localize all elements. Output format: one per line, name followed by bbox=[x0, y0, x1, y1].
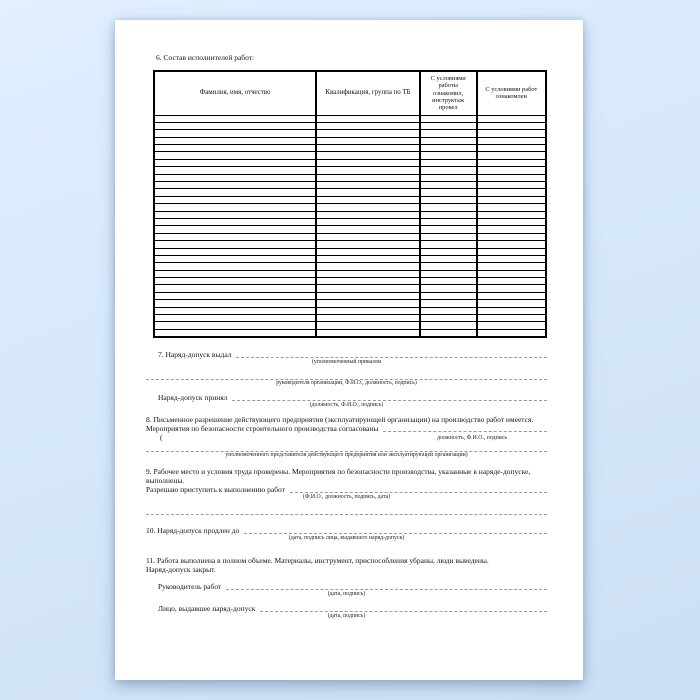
table-cell bbox=[316, 122, 419, 129]
table-row bbox=[154, 300, 546, 307]
table-cell bbox=[420, 248, 477, 255]
table-cell bbox=[154, 248, 316, 255]
safety-measures-caption: должность, Ф.И.О., подпись bbox=[437, 434, 507, 441]
table-cell bbox=[154, 218, 316, 225]
start-work-field bbox=[146, 485, 547, 494]
table-cell bbox=[420, 218, 477, 225]
table-cell bbox=[477, 211, 546, 218]
table-cell bbox=[316, 322, 419, 329]
executors-table-header bbox=[154, 71, 546, 115]
table-row bbox=[154, 241, 546, 248]
table-cell bbox=[420, 145, 477, 152]
table-cell bbox=[154, 233, 316, 240]
table-cell bbox=[477, 329, 546, 336]
table-cell bbox=[154, 329, 316, 336]
table-cell bbox=[420, 122, 477, 129]
safety-measures-field bbox=[146, 424, 547, 433]
permit-issued-field bbox=[146, 350, 547, 359]
start-work-label: Разрешаю приступить к выполнению работ bbox=[146, 484, 285, 494]
table-cell bbox=[420, 285, 477, 292]
table-cell bbox=[316, 241, 419, 248]
representative-line bbox=[146, 442, 547, 452]
table-cell bbox=[477, 159, 546, 166]
table-row bbox=[154, 159, 546, 166]
table-row bbox=[154, 196, 546, 203]
table-cell bbox=[420, 115, 477, 122]
table-cell bbox=[316, 233, 419, 240]
permit-issued-caption: (уполномоченный приказом bbox=[311, 358, 382, 365]
table-cell bbox=[154, 152, 316, 159]
table-row bbox=[154, 122, 546, 129]
table-cell bbox=[477, 122, 546, 129]
table-cell bbox=[316, 248, 419, 255]
table-row bbox=[154, 174, 546, 181]
table-cell bbox=[420, 315, 477, 322]
table-cell bbox=[316, 263, 419, 270]
table-cell bbox=[477, 285, 546, 292]
table-cell bbox=[154, 270, 316, 277]
table-cell bbox=[477, 137, 546, 144]
table-cell bbox=[477, 189, 546, 196]
table-cell bbox=[420, 137, 477, 144]
section6-title: 6. Состав исполнителей работ: bbox=[156, 53, 255, 62]
table-cell bbox=[420, 174, 477, 181]
table-cell bbox=[477, 182, 546, 189]
table-cell bbox=[154, 145, 316, 152]
table-cell bbox=[316, 145, 419, 152]
table-cell bbox=[154, 263, 316, 270]
start-work-caption: (Ф.И.О., должность, подпись, дата) bbox=[302, 493, 391, 500]
table-cell bbox=[154, 182, 316, 189]
table-cell bbox=[477, 278, 546, 285]
permit-accepted-label: Наряд-допуск принял bbox=[158, 392, 228, 402]
permit-issued-continuation-line bbox=[146, 370, 547, 380]
table-cell bbox=[420, 292, 477, 299]
table-row bbox=[154, 226, 546, 233]
table-cell bbox=[477, 145, 546, 152]
table-row bbox=[154, 322, 546, 329]
table-cell bbox=[477, 226, 546, 233]
table-cell bbox=[477, 300, 546, 307]
table-cell bbox=[420, 307, 477, 314]
header-cell-name: Фамилия, имя, отчество bbox=[154, 71, 316, 115]
table-row bbox=[154, 189, 546, 196]
table-cell bbox=[420, 152, 477, 159]
table-row bbox=[154, 315, 546, 322]
table-cell bbox=[316, 300, 419, 307]
table-cell bbox=[154, 307, 316, 314]
safety-measures-subline bbox=[146, 433, 547, 442]
table-cell bbox=[420, 167, 477, 174]
table-cell bbox=[477, 130, 546, 137]
table-cell bbox=[154, 189, 316, 196]
section9-paragraph: 9. Рабочее место и условия труда проверены. Мероприятия по безопасности производства, указанные в наряде-допуске, выполнены. bbox=[146, 466, 531, 485]
table-cell bbox=[316, 278, 419, 285]
table-cell bbox=[477, 248, 546, 255]
section11-paragraph1: 11. Работа выполнена в полном объеме. Материалы, инструмент, приспособления убраны, люди выведены. bbox=[146, 555, 489, 565]
work-supervisor-fill-line bbox=[226, 589, 547, 590]
table-row bbox=[154, 278, 546, 285]
table-row bbox=[154, 255, 546, 262]
table-cell bbox=[477, 152, 546, 159]
table-cell bbox=[420, 322, 477, 329]
document-content bbox=[146, 20, 547, 620]
permit-extended-label: 10. Наряд-допуск продлен до bbox=[146, 525, 240, 535]
permit-issuer-label: Лицо, выдавшее наряд-допуск bbox=[158, 603, 256, 613]
table-cell bbox=[154, 226, 316, 233]
table-cell bbox=[477, 233, 546, 240]
table-row bbox=[154, 292, 546, 299]
table-row bbox=[154, 137, 546, 144]
table-cell bbox=[420, 189, 477, 196]
table-cell bbox=[420, 196, 477, 203]
table-row bbox=[154, 263, 546, 270]
table-row bbox=[154, 152, 546, 159]
document-page bbox=[115, 20, 583, 680]
table-cell bbox=[154, 122, 316, 129]
table-cell bbox=[316, 218, 419, 225]
table-cell bbox=[316, 204, 419, 211]
table-cell bbox=[154, 204, 316, 211]
table-row bbox=[154, 130, 546, 137]
table-cell bbox=[477, 241, 546, 248]
permit-issuer-caption: (дата, подпись) bbox=[327, 612, 366, 619]
table-cell bbox=[477, 263, 546, 270]
table-cell bbox=[477, 322, 546, 329]
table-row bbox=[154, 145, 546, 152]
safety-measures-fill-line bbox=[383, 431, 547, 432]
open-paren: ( bbox=[160, 432, 163, 442]
work-supervisor-caption: (дата, подпись) bbox=[327, 590, 366, 597]
table-row bbox=[154, 167, 546, 174]
table-cell bbox=[420, 263, 477, 270]
table-row bbox=[154, 233, 546, 240]
table-cell bbox=[316, 189, 419, 196]
table-cell bbox=[316, 255, 419, 262]
start-work-continuation-line bbox=[146, 505, 547, 515]
header-cell-instructed-by: С условиями работы ознакомил, инструктаж провел bbox=[420, 71, 477, 115]
table-cell bbox=[154, 167, 316, 174]
table-cell bbox=[420, 255, 477, 262]
permit-extended-field bbox=[146, 526, 547, 535]
table-cell bbox=[477, 115, 546, 122]
table-cell bbox=[420, 278, 477, 285]
table-cell bbox=[316, 130, 419, 137]
table-cell bbox=[154, 255, 316, 262]
table-cell bbox=[316, 152, 419, 159]
table-cell bbox=[154, 300, 316, 307]
table-cell bbox=[316, 174, 419, 181]
table-row bbox=[154, 204, 546, 211]
table-cell bbox=[316, 329, 419, 336]
permit-accepted-caption: (должность, Ф.И.О., подпись) bbox=[309, 401, 384, 408]
safety-measures-label: Мероприятия по безопасности строительного производства согласованы bbox=[146, 423, 379, 433]
table-cell bbox=[477, 292, 546, 299]
table-cell bbox=[154, 278, 316, 285]
table-cell bbox=[420, 226, 477, 233]
table-cell bbox=[316, 159, 419, 166]
table-row bbox=[154, 218, 546, 225]
table-cell bbox=[420, 159, 477, 166]
permit-accepted-fill-line bbox=[232, 400, 547, 401]
table-cell bbox=[154, 322, 316, 329]
table-cell bbox=[154, 137, 316, 144]
table-cell bbox=[477, 270, 546, 277]
table-cell bbox=[316, 307, 419, 314]
table-cell bbox=[420, 130, 477, 137]
table-cell bbox=[316, 196, 419, 203]
table-cell bbox=[420, 270, 477, 277]
permit-issuer-fill-line bbox=[260, 611, 547, 612]
header-cell-acknowledged: С условиями работ ознакомлен bbox=[477, 71, 546, 115]
permit-accepted-field bbox=[146, 393, 547, 402]
table-cell bbox=[477, 204, 546, 211]
section8-paragraph: 8. Письменное разрешение действующего предприятия (эксплуатирующей организации) на производство работ имеется. bbox=[146, 414, 534, 424]
table-cell bbox=[420, 300, 477, 307]
executors-table-body bbox=[154, 115, 546, 337]
table-cell bbox=[477, 167, 546, 174]
table-row bbox=[154, 211, 546, 218]
table-cell bbox=[316, 285, 419, 292]
table-cell bbox=[316, 270, 419, 277]
table-cell bbox=[477, 315, 546, 322]
table-cell bbox=[477, 174, 546, 181]
work-supervisor-field bbox=[146, 582, 547, 591]
permit-extended-caption: (дата, подпись лица, выдавшего наряд-допуск) bbox=[288, 534, 405, 541]
table-cell bbox=[154, 241, 316, 248]
table-cell bbox=[316, 226, 419, 233]
table-cell bbox=[154, 285, 316, 292]
representative-caption: уполномоченного представителя действующего предприятия или эксплуатирующей организации) bbox=[225, 451, 468, 458]
table-cell bbox=[477, 255, 546, 262]
header-row bbox=[154, 71, 546, 115]
table-row bbox=[154, 248, 546, 255]
table-cell bbox=[420, 233, 477, 240]
start-work-fill-line bbox=[290, 492, 547, 493]
table-row bbox=[154, 307, 546, 314]
table-row bbox=[154, 115, 546, 122]
permit-issued-label: 7. Наряд-допуск выдал bbox=[158, 349, 232, 359]
table-row bbox=[154, 285, 546, 292]
table-cell bbox=[154, 115, 316, 122]
table-cell bbox=[420, 329, 477, 336]
table-cell bbox=[477, 307, 546, 314]
section11-paragraph2: Наряд-допуск закрыт. bbox=[146, 564, 216, 574]
permit-issuer-field bbox=[146, 604, 547, 613]
table-cell bbox=[154, 292, 316, 299]
table-cell bbox=[316, 115, 419, 122]
table-cell bbox=[316, 182, 419, 189]
executors-table bbox=[153, 70, 547, 338]
table-cell bbox=[154, 159, 316, 166]
table-cell bbox=[154, 174, 316, 181]
permit-extended-fill-line bbox=[244, 533, 547, 534]
table-cell bbox=[154, 196, 316, 203]
permit-issued-caption2: руководителя организации, Ф.И.О., должность, подпись) bbox=[276, 379, 417, 386]
table-row bbox=[154, 329, 546, 336]
table-cell bbox=[316, 315, 419, 322]
table-cell bbox=[154, 315, 316, 322]
table-row bbox=[154, 182, 546, 189]
table-row bbox=[154, 270, 546, 277]
table-cell bbox=[420, 241, 477, 248]
table-cell bbox=[154, 211, 316, 218]
table-cell bbox=[316, 167, 419, 174]
table-cell bbox=[420, 182, 477, 189]
header-cell-qualification: Квалификация, группа по ТБ bbox=[316, 71, 419, 115]
table-cell bbox=[420, 211, 477, 218]
table-cell bbox=[420, 204, 477, 211]
table-cell bbox=[477, 196, 546, 203]
table-cell bbox=[477, 218, 546, 225]
table-cell bbox=[316, 292, 419, 299]
table-cell bbox=[154, 130, 316, 137]
permit-issued-fill-line bbox=[236, 357, 547, 358]
work-supervisor-label: Руководитель работ bbox=[158, 581, 222, 591]
table-cell bbox=[316, 211, 419, 218]
table-cell bbox=[316, 137, 419, 144]
